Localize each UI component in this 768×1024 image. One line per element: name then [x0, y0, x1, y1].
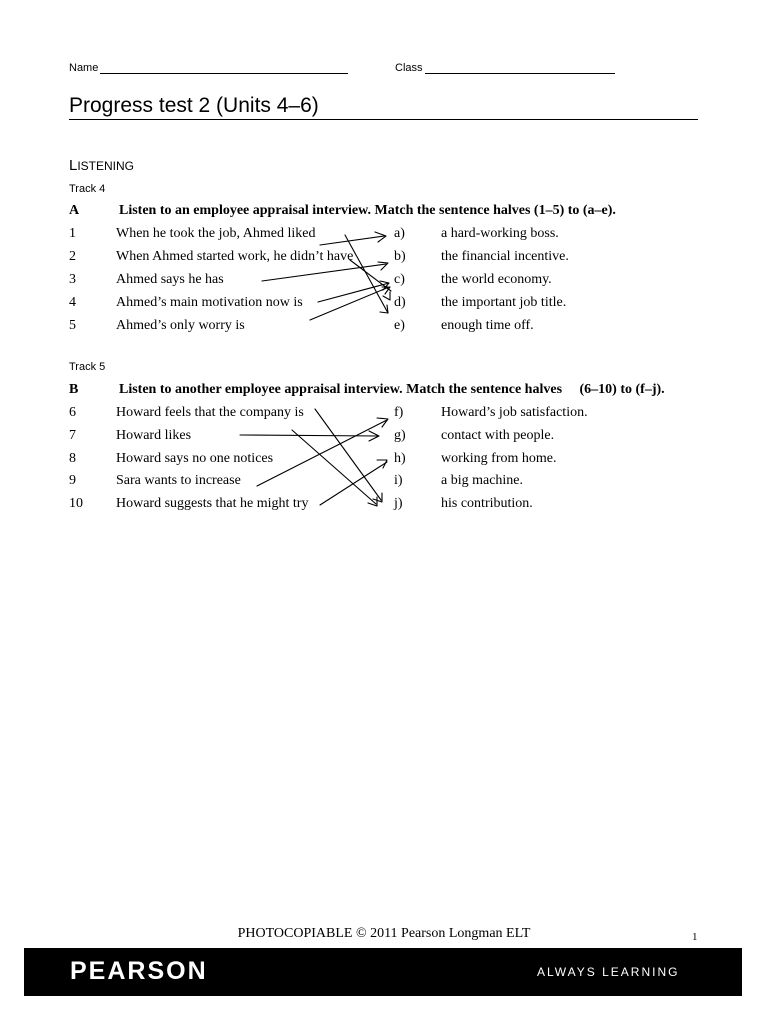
item-number: 4 — [69, 295, 76, 310]
sentence-first-half: When Ahmed started work, he didn’t have — [116, 249, 354, 264]
sentence-first-half: Ahmed’s only worry is — [116, 318, 245, 333]
arrow-line — [320, 236, 384, 245]
option-letter: a) — [394, 226, 405, 241]
sentence-first-half: Howard says no one notices — [116, 451, 274, 466]
sentence-first-half: Howard suggests that he might try — [116, 496, 309, 511]
exercise-instruction-a: Listen to an employee appraisal interview. Match the sentence halves (1–5) to (a–e). — [119, 203, 616, 218]
option-letter: b) — [394, 249, 406, 264]
brand-bar — [24, 948, 742, 996]
option-letter: d) — [394, 295, 406, 310]
item-number: 3 — [69, 272, 76, 287]
sentence-first-half: When he took the job, Ahmed liked — [116, 226, 316, 241]
brand-tagline: ALWAYS LEARNING — [537, 965, 680, 979]
option-letter: j) — [394, 496, 403, 511]
arrow-line — [292, 430, 376, 504]
sentence-second-half: a big machine. — [441, 473, 524, 488]
sentence-second-half: a hard-working boss. — [441, 226, 559, 241]
section-heading-rest: ISTENING — [77, 159, 135, 173]
exercise-letter-b: B — [69, 382, 79, 397]
exercise-instruction-b: Listen to another employee appraisal interview. Match the sentence halves (6–10) to (f–j). — [119, 382, 665, 397]
item-number: 1 — [69, 226, 76, 241]
sentence-second-half: Howard’s job satisfaction. — [441, 405, 588, 420]
name-label: Name — [69, 62, 99, 74]
option-letter: g) — [394, 428, 406, 443]
item-number: 6 — [69, 405, 76, 420]
sentence-second-half: the world economy. — [441, 272, 552, 287]
arrow-head — [377, 460, 387, 468]
arrow-line — [310, 287, 389, 320]
page-number: 1 — [692, 931, 698, 943]
sentence-second-half: the financial incentive. — [441, 249, 569, 264]
section-heading-initial: L — [69, 157, 78, 174]
class-label: Class — [395, 62, 423, 74]
sentence-first-half: Ahmed’s main motivation now is — [116, 295, 303, 310]
sentence-first-half: Sara wants to increase — [116, 473, 241, 488]
sentence-second-half: his contribution. — [441, 496, 533, 511]
arrow-head — [383, 292, 390, 300]
arrow-line — [257, 420, 387, 486]
item-number: 8 — [69, 451, 76, 466]
option-letter: h) — [394, 451, 406, 466]
item-number: 5 — [69, 318, 76, 333]
option-letter: e) — [394, 318, 405, 333]
option-letter: i) — [394, 473, 403, 488]
item-number: 7 — [69, 428, 76, 443]
track-label-a: Track 4 — [69, 183, 106, 195]
copyright-notice: PHOTOCOPIABLE © 2011 Pearson Longman ELT — [237, 926, 531, 941]
item-number: 2 — [69, 249, 76, 264]
sentence-second-half: the important job title. — [441, 295, 567, 310]
exercise-letter-a: A — [69, 203, 80, 218]
arrow-line — [318, 283, 389, 302]
item-number: 9 — [69, 473, 76, 488]
sentence-first-half: Howard likes — [116, 428, 192, 443]
item-number: 10 — [69, 496, 83, 511]
arrow-line — [315, 409, 381, 500]
page-title: Progress test 2 (Units 4–6) — [69, 94, 319, 117]
pearson-logo: PEARSON — [70, 957, 208, 985]
sentence-second-half: enough time off. — [441, 318, 534, 333]
option-letter: f) — [394, 405, 404, 420]
track-label-b: Track 5 — [69, 361, 106, 373]
sentence-second-half: contact with people. — [441, 428, 555, 443]
option-letter: c) — [394, 272, 405, 287]
sentence-first-half: Howard feels that the company is — [116, 405, 304, 420]
arrow-head — [378, 262, 388, 270]
arrow-line — [345, 235, 388, 313]
sentence-first-half: Ahmed says he has — [116, 272, 224, 287]
sentence-second-half: working from home. — [441, 451, 557, 466]
